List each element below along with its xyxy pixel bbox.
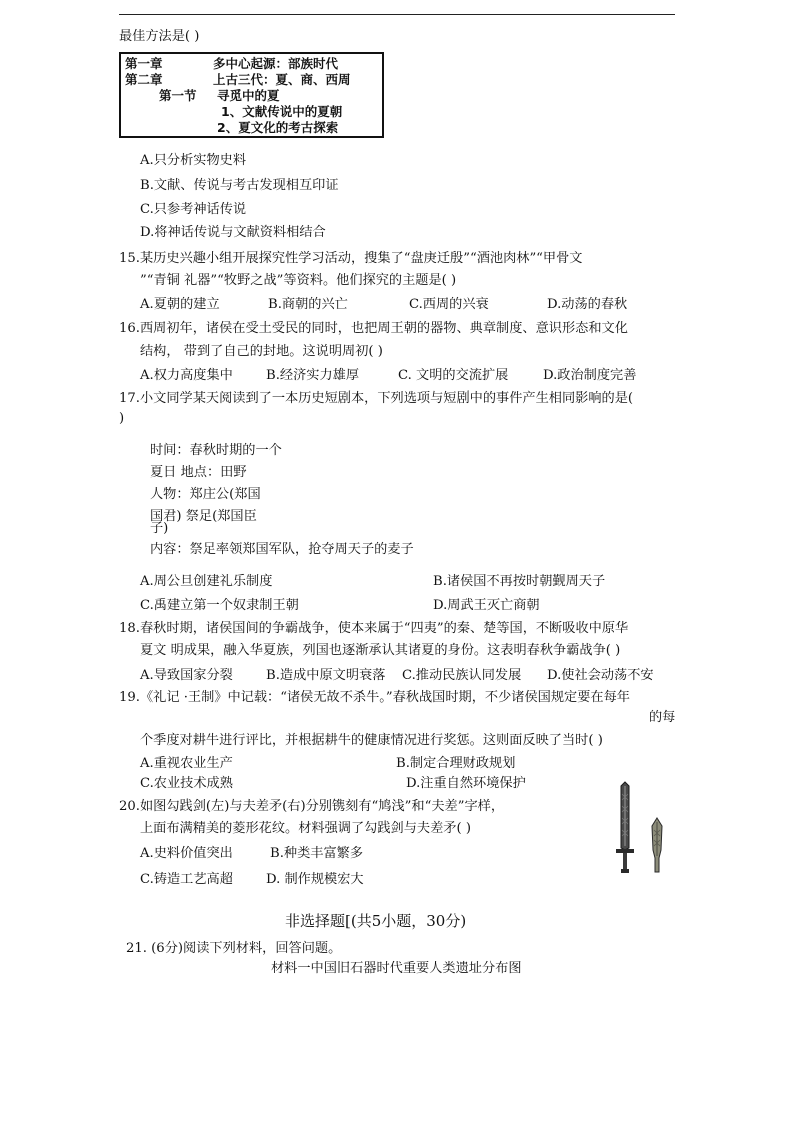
- q14-option-a[interactable]: A.只分析实物史料: [140, 153, 247, 168]
- q17-stem-line2: ): [119, 411, 125, 426]
- toc-ch2-label: 第二章: [125, 72, 163, 87]
- q20-stem-line2: 上面布满精美的菱形花纹。材料强调了勾践剑与夫差矛( ): [140, 821, 471, 836]
- q17-script-line: 时间：春秋时期的一个: [150, 443, 282, 458]
- q19-stem-line2: 个季度对耕牛进行评比，并根据耕牛的健康情况进行奖惩。这则面反映了当时( ): [140, 733, 603, 748]
- q17-option-b[interactable]: B.诸侯国不再按时朝觐周天子: [433, 574, 606, 589]
- toc-sec1-label: 第一节: [159, 88, 197, 103]
- toc-ch1-title: 多中心起源：部族时代: [213, 56, 339, 71]
- q20-option-b[interactable]: B.种类丰富繁多: [270, 846, 364, 861]
- q15-stem-line2: ”“青铜 礼器”“牧野之战”等资料。他们探究的主题是( ): [140, 273, 457, 288]
- sword-and-spear-image: [608, 780, 674, 876]
- q14-option-c[interactable]: C.只参考神话传说: [140, 202, 247, 217]
- q16-stem-line1: 16.西周初年，诸侯在受土受民的同时，也把周王朝的器物、典章制度、意识形态和文化: [119, 321, 628, 336]
- q19-option-b[interactable]: B.制定合理财政规划: [396, 756, 516, 771]
- q15-option-d[interactable]: D.动荡的春秋: [547, 297, 628, 312]
- q17-option-a[interactable]: A.周公旦创建礼乐制度: [140, 574, 273, 589]
- q20-option-d[interactable]: D. 制作规模宏大: [266, 872, 364, 887]
- q17-script-line: 国君) 祭足(郑国臣: [150, 509, 257, 524]
- goujian-sword-icon: [616, 782, 634, 873]
- toc-ch1-label: 第一章: [125, 56, 163, 71]
- q16-option-b[interactable]: B.经济实力雄厚: [266, 368, 360, 383]
- q20-option-c[interactable]: C.铸造工艺高超: [140, 872, 233, 887]
- q17-script-line: 人物：郑庄公(郑国: [150, 487, 261, 502]
- toc-item-2: 2、夏文化的考古探索: [217, 120, 339, 135]
- toc-box: [119, 52, 384, 138]
- q18-stem-line2: 夏文 明成果，融入华夏族，列国也逐渐承认其诸夏的身份。这表明春秋争霸战争( ): [140, 643, 621, 658]
- q19-stem-line1-tail: 的每: [649, 710, 676, 725]
- toc-ch2-title: 上古三代：夏、商、西周: [213, 72, 351, 87]
- q15-option-a[interactable]: A.夏朝的建立: [140, 297, 220, 312]
- q18-option-d[interactable]: D.使社会动荡不安: [547, 668, 654, 683]
- q20-option-a[interactable]: A.史料价值突出: [140, 846, 233, 861]
- toc-item-1: 1、文献传说中的夏朝: [221, 104, 343, 119]
- q16-stem-line2: 结构， 带到了自己的封地。这说明周初( ): [140, 344, 383, 359]
- q18-stem-line1: 18.春秋时期，诸侯国间的争霸战争，使本来属于“四夷”的秦、楚等国，不断吸收中原华: [119, 621, 629, 636]
- q18-option-b[interactable]: B.造成中原文明衰落: [266, 668, 386, 683]
- q14-stem: 最佳方法是( ): [119, 29, 200, 44]
- q17-option-d[interactable]: D.周武王灭亡商朝: [433, 598, 540, 613]
- q17-script-line: 内容：祭足率领郑国军队，抢夺周天子的麦子: [150, 542, 414, 557]
- q15-option-c[interactable]: C.西周的兴衰: [409, 297, 489, 312]
- q19-stem-line1: 19.《礼记 ·王制》中记载：“诸侯无故不杀牛。”春秋战国时期，不少诸侯国规定要在每年: [119, 690, 630, 705]
- q14-option-b[interactable]: B.文献、传说与考古发现相互印证: [140, 178, 339, 193]
- q17-script-line: 夏日 地点：田野: [150, 465, 247, 480]
- q17-option-c[interactable]: C.禹建立第一个奴隶制王朝: [140, 598, 299, 613]
- q18-option-a[interactable]: A.导致国家分裂: [140, 668, 233, 683]
- q16-option-d[interactable]: D.政治制度完善: [543, 368, 637, 383]
- q16-option-a[interactable]: A.权力高度集中: [140, 368, 233, 383]
- q15-stem-line1: 15.某历史兴趣小组开展探究性学习活动，搜集了“盘庚迁殷”“酒池肉林”“甲骨文: [119, 251, 583, 266]
- q21-stem: 21. (6分)阅读下列材料，回答问题。: [126, 941, 342, 956]
- q19-option-c[interactable]: C.农业技术成熟: [140, 776, 233, 791]
- q16-option-c[interactable]: C. 文明的交流扩展: [398, 368, 509, 383]
- q18-option-c[interactable]: C.推动民族认同发展: [402, 668, 522, 683]
- toc-sec1-title: 寻觅中的夏: [217, 88, 280, 103]
- q20-stem-line1: 20.如图勾践剑(左)与夫差矛(右)分别镌刻有“鸠浅”和“夫差”字样，: [119, 799, 505, 814]
- section-heading: 非选择题[(共5小题，30分): [285, 912, 467, 930]
- q21-material-caption: 材料一中国旧石器时代重要人类遗址分布图: [271, 961, 522, 976]
- q19-option-a[interactable]: A.重视农业生产: [140, 756, 233, 771]
- q15-option-b[interactable]: B.商朝的兴亡: [268, 297, 348, 312]
- q19-option-d[interactable]: D.注重自然环境保护: [406, 776, 526, 791]
- fuchai-spear-icon: [652, 818, 662, 872]
- q14-option-d[interactable]: D.将神话传说与文献资料相结合: [140, 225, 326, 240]
- header-rule: [119, 14, 675, 15]
- q17-stem-line1: 17.小文同学某天阅读到了一本历史短剧本，下列选项与短剧中的事件产生相同影响的是(: [119, 391, 634, 406]
- q17-script-line: 子): [150, 521, 169, 536]
